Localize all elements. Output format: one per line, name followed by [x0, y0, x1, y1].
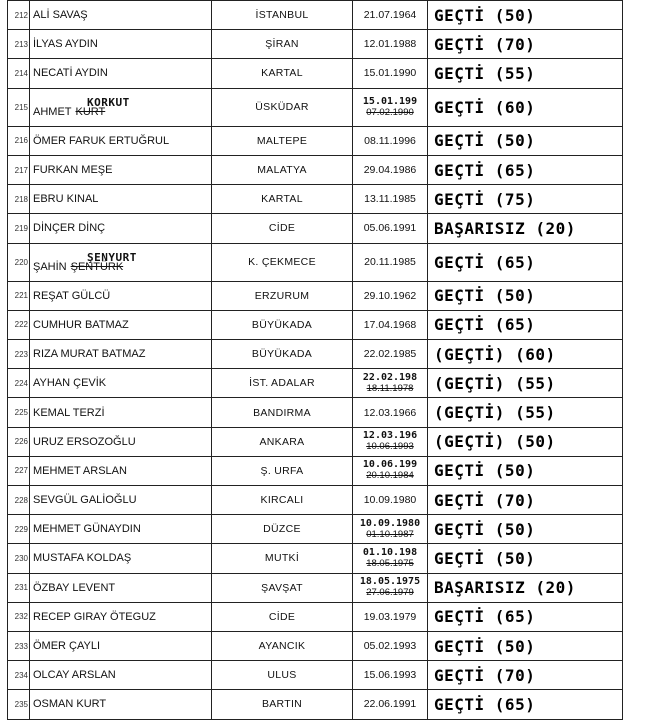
name-cell: ÖZBAY LEVENT [30, 573, 212, 602]
first-name: AHMET [33, 105, 72, 118]
struck-surname: KURT [75, 105, 106, 118]
city-cell: MALATYA [212, 155, 353, 184]
handwritten-date: 10.06.199 [362, 459, 418, 471]
name-cell: EBRU KINAL [30, 185, 212, 214]
city-cell: MALTEPE [212, 126, 353, 155]
city-cell: K. ÇEKMECE [212, 243, 353, 281]
name-cell [30, 88, 212, 126]
name-cell: SEVGÜL GALİOĞLU [30, 486, 212, 515]
name-corrected [33, 95, 130, 118]
row-number: 218 [8, 185, 30, 214]
handwritten-result: (GEÇTİ) (50) [428, 427, 623, 456]
city-cell: İST. ADALAR [212, 369, 353, 398]
birth-date-cell: 13.11.1985 [353, 185, 428, 214]
handwritten-result: GEÇTİ (70) [428, 486, 623, 515]
table-row [8, 243, 623, 281]
handwritten-surname: ŞENYURT [87, 250, 137, 264]
birth-date-cell: 05.06.1991 [353, 214, 428, 243]
name-cell: ALİ SAVAŞ [30, 1, 212, 30]
city-cell: BÜYÜKADA [212, 310, 353, 339]
row-number: 232 [8, 602, 30, 631]
table-row [8, 185, 623, 214]
row-number: 212 [8, 1, 30, 30]
name-cell: REŞAT GÜLCÜ [30, 281, 212, 310]
birth-date-cell: 15.06.1993 [353, 661, 428, 690]
name-cell: ÖMER ÇAYLI [30, 631, 212, 660]
handwritten-result: GEÇTİ (65) [428, 690, 623, 719]
birth-date-cell: 21.07.1964 [353, 1, 428, 30]
handwritten-result: GEÇTİ (60) [428, 88, 623, 126]
row-number: 235 [8, 690, 30, 719]
name-cell: İLYAS AYDIN [30, 30, 212, 59]
row-number: 216 [8, 126, 30, 155]
handwritten-result: GEÇTİ (75) [428, 185, 623, 214]
name-cell: OSMAN KURT [30, 690, 212, 719]
name-cell: ÖMER FARUK ERTUĞRUL [30, 126, 212, 155]
handwritten-result: GEÇTİ (50) [428, 281, 623, 310]
handwritten-result: GEÇTİ (70) [428, 661, 623, 690]
table-row [8, 631, 623, 660]
birth-date-cell [353, 456, 428, 485]
handwritten-result: GEÇTİ (70) [428, 30, 623, 59]
handwritten-result: (GEÇTİ) (55) [428, 398, 623, 427]
struck-date: 20.10.1984 [366, 470, 414, 482]
birth-date-cell: 15.01.1990 [353, 59, 428, 88]
city-cell: ÜSKÜDAR [212, 88, 353, 126]
table-row [8, 573, 623, 602]
handwritten-result: (GEÇTİ) (60) [428, 340, 623, 369]
city-cell: ULUS [212, 661, 353, 690]
city-cell: KIRCALI [212, 486, 353, 515]
row-number: 233 [8, 631, 30, 660]
handwritten-result: BAŞARISIZ (20) [428, 573, 623, 602]
handwritten-result: BAŞARISIZ (20) [428, 214, 623, 243]
handwritten-result: (GEÇTİ) (55) [428, 369, 623, 398]
birth-date-cell: 19.03.1979 [353, 602, 428, 631]
row-number: 215 [8, 88, 30, 126]
birth-date-cell [353, 88, 428, 126]
handwritten-result: GEÇTİ (65) [428, 243, 623, 281]
city-cell: BÜYÜKADA [212, 340, 353, 369]
city-cell: KARTAL [212, 59, 353, 88]
handwritten-result: GEÇTİ (65) [428, 602, 623, 631]
table-row [8, 310, 623, 339]
name-cell: FURKAN MEŞE [30, 155, 212, 184]
handwritten-result: GEÇTİ (55) [428, 59, 623, 88]
table-row [8, 340, 623, 369]
table-row [8, 544, 623, 573]
table-row [8, 456, 623, 485]
name-corrected [33, 250, 137, 273]
table-row [8, 155, 623, 184]
name-cell: RIZA MURAT BATMAZ [30, 340, 212, 369]
row-number: 231 [8, 573, 30, 602]
row-number: 217 [8, 155, 30, 184]
city-cell: BANDIRMA [212, 398, 353, 427]
city-cell: ŞAVŞAT [212, 573, 353, 602]
row-number: 214 [8, 59, 30, 88]
struck-surname: ŞENTÜRK [70, 260, 124, 273]
handwritten-date: 01.10.198 [362, 546, 418, 558]
row-number: 230 [8, 544, 30, 573]
birth-date-cell: 08.11.1996 [353, 126, 428, 155]
city-cell: KARTAL [212, 185, 353, 214]
city-cell: İSTANBUL [212, 1, 353, 30]
table-row [8, 515, 623, 544]
results-table-body [8, 1, 623, 720]
handwritten-result: GEÇTİ (65) [428, 155, 623, 184]
birth-date-cell: 17.04.1968 [353, 310, 428, 339]
handwritten-result: GEÇTİ (65) [428, 310, 623, 339]
struck-date: 27.06.1979 [366, 587, 414, 599]
handwritten-date: 15.01.199 [362, 95, 418, 107]
birth-date-cell: 22.06.1991 [353, 690, 428, 719]
table-row [8, 281, 623, 310]
first-name: ŞAHİN [33, 260, 67, 273]
name-cell: OLCAY ARSLAN [30, 661, 212, 690]
row-number: 228 [8, 486, 30, 515]
handwritten-result: GEÇTİ (50) [428, 126, 623, 155]
table-row [8, 214, 623, 243]
row-number: 223 [8, 340, 30, 369]
table-row [8, 427, 623, 456]
struck-date: 07.02.1990 [366, 106, 414, 118]
city-cell: AYANCIK [212, 631, 353, 660]
results-table [7, 0, 623, 720]
struck-date: 01.10.1987 [366, 528, 414, 540]
row-number: 213 [8, 30, 30, 59]
name-cell: DİNÇER DİNÇ [30, 214, 212, 243]
birth-date-cell [353, 369, 428, 398]
city-cell: ŞİRAN [212, 30, 353, 59]
name-cell: MEHMET ARSLAN [30, 456, 212, 485]
birth-date-cell: 20.11.1985 [353, 243, 428, 281]
birth-date-cell: 12.03.1966 [353, 398, 428, 427]
row-number: 220 [8, 243, 30, 281]
city-cell: CİDE [212, 602, 353, 631]
handwritten-date: 12.03.196 [362, 430, 418, 442]
row-number: 224 [8, 369, 30, 398]
name-cell [30, 243, 212, 281]
handwritten-date: 18.05.1975 [359, 576, 421, 588]
row-number: 226 [8, 427, 30, 456]
birth-date-cell [353, 544, 428, 573]
table-row [8, 88, 623, 126]
struck-date: 18.11.1978 [366, 382, 414, 394]
row-number: 234 [8, 661, 30, 690]
city-cell: CİDE [212, 214, 353, 243]
birth-date-cell: 29.10.1962 [353, 281, 428, 310]
row-number: 222 [8, 310, 30, 339]
table-row [8, 398, 623, 427]
row-number: 219 [8, 214, 30, 243]
name-cell: MEHMET GÜNAYDIN [30, 515, 212, 544]
table-row [8, 126, 623, 155]
city-cell: BARTIN [212, 690, 353, 719]
name-cell: URUZ ERSOZOĞLU [30, 427, 212, 456]
table-row [8, 30, 623, 59]
birth-date-cell [353, 573, 428, 602]
handwritten-date: 10.09.1980 [359, 517, 421, 529]
table-row [8, 661, 623, 690]
birth-date-cell [353, 515, 428, 544]
birth-date-cell: 12.01.1988 [353, 30, 428, 59]
city-cell: ANKARA [212, 427, 353, 456]
handwritten-result: GEÇTİ (50) [428, 515, 623, 544]
table-row [8, 1, 623, 30]
handwritten-date: 22.02.198 [362, 371, 418, 383]
name-cell: NECATİ AYDIN [30, 59, 212, 88]
handwritten-surname: KORKUT [87, 95, 130, 109]
birth-date-cell: 29.04.1986 [353, 155, 428, 184]
handwritten-result: GEÇTİ (50) [428, 1, 623, 30]
table-row [8, 690, 623, 719]
table-row [8, 369, 623, 398]
struck-date: 10.06.1993 [366, 441, 414, 453]
name-cell: RECEP GIRAY ÖTEGUZ [30, 602, 212, 631]
birth-date-cell [353, 427, 428, 456]
row-number: 221 [8, 281, 30, 310]
name-cell: AYHAN ÇEVİK [30, 369, 212, 398]
row-number: 229 [8, 515, 30, 544]
handwritten-result: GEÇTİ (50) [428, 544, 623, 573]
birth-date-cell: 10.09.1980 [353, 486, 428, 515]
name-cell: KEMAL TERZİ [30, 398, 212, 427]
birth-date-cell: 05.02.1993 [353, 631, 428, 660]
birth-date-cell: 22.02.1985 [353, 340, 428, 369]
name-cell: MUSTAFA KOLDAŞ [30, 544, 212, 573]
handwritten-result: GEÇTİ (50) [428, 456, 623, 485]
row-number: 225 [8, 398, 30, 427]
city-cell: DÜZCE [212, 515, 353, 544]
table-row [8, 59, 623, 88]
table-row [8, 486, 623, 515]
table-row [8, 602, 623, 631]
city-cell: MUTKİ [212, 544, 353, 573]
handwritten-result: GEÇTİ (50) [428, 631, 623, 660]
city-cell: Ş. URFA [212, 456, 353, 485]
city-cell: ERZURUM [212, 281, 353, 310]
name-cell: CUMHUR BATMAZ [30, 310, 212, 339]
row-number: 227 [8, 456, 30, 485]
struck-date: 18.05.1975 [366, 557, 414, 569]
